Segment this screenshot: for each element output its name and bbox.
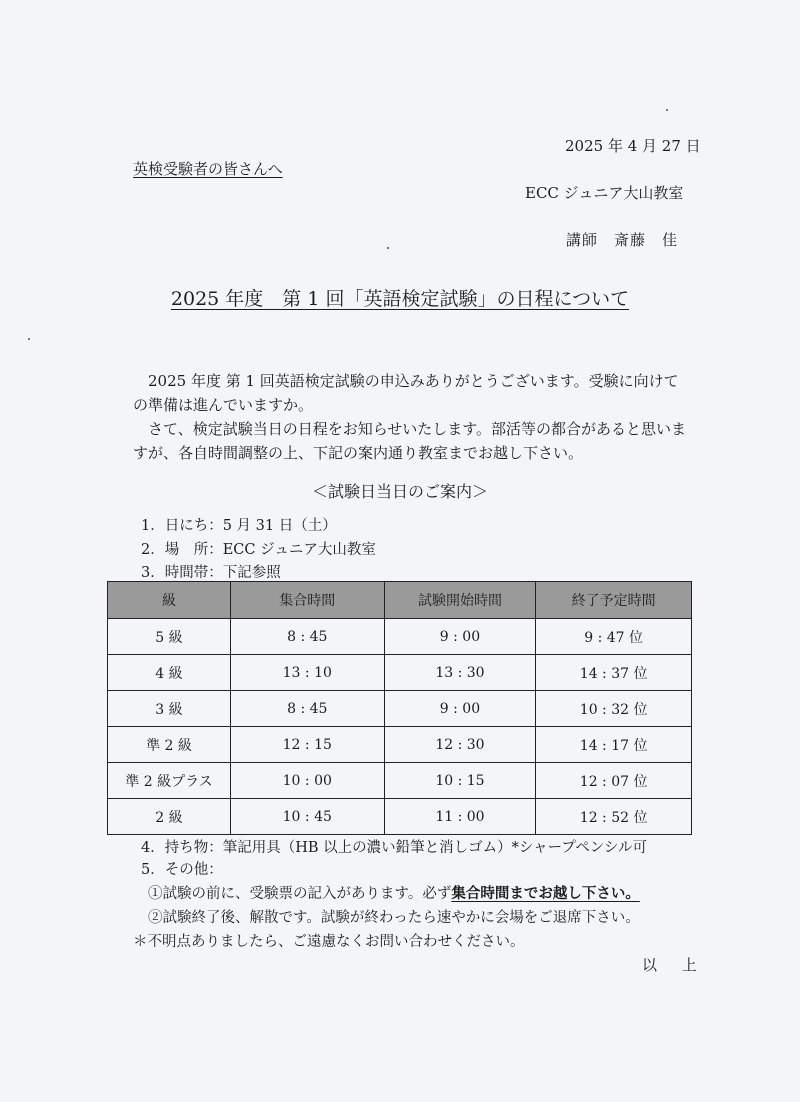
intro-paragraph-1: 2025 年度 第 1 回英語検定試験の申込みありがとうございます。受験に向けての準備は進んでいますか。 [133, 372, 679, 414]
table-row [108, 619, 692, 655]
grade-cell: 準 2 級 [108, 727, 231, 763]
grade-cell: 5 級 [108, 619, 231, 655]
note-arrival [148, 882, 640, 903]
addressee: 英検受験者の皆さんへ [133, 160, 283, 178]
schedule-table [107, 581, 692, 835]
grade-cell: 3 級 [108, 691, 231, 727]
scan-speck [28, 338, 30, 340]
intro-body [133, 369, 693, 465]
teacher-name: 講師 斎藤 佳 [566, 231, 679, 249]
start-time-cell: 10 : 15 [384, 763, 536, 799]
detail-date: 1．日にち：5 月 31 日（土） [141, 518, 337, 534]
closing-mark: 以 上 [642, 956, 707, 974]
document-title-text: 2025 年度 第 1 回「英語検定試験」の日程について [170, 288, 630, 310]
table-header-row [108, 582, 692, 619]
header-end-time: 終了予定時間 [536, 582, 692, 619]
start-time-cell: 13 : 30 [384, 655, 536, 691]
gather-time-cell: 10 : 00 [230, 763, 384, 799]
detail-time: 3．時間帯：下記参照 [141, 565, 281, 581]
gather-time-cell: 8 : 45 [230, 619, 384, 655]
end-time-cell: 12 : 52 位 [536, 799, 692, 835]
note-inquiries: ＊不明点ありましたら、ご遠慮なくお問い合わせください。 [133, 934, 525, 950]
gather-time-cell: 13 : 10 [230, 655, 384, 691]
grade-cell: 4 級 [108, 655, 231, 691]
note-dismissal: ②試験終了後、解散です。試験が終わったら速やかに会場をご退席下さい。 [148, 910, 640, 926]
start-time-cell: 11 : 00 [384, 799, 536, 835]
gather-time-cell: 8 : 45 [230, 691, 384, 727]
item-belongings: 4．持ち物：筆記用具（HB 以上の濃い鉛筆と消しゴム）*シャープペンシル可 [141, 840, 648, 856]
gather-time-cell: 12 : 15 [230, 727, 384, 763]
end-time-cell: 12 : 07 位 [536, 763, 692, 799]
header-start-time: 試験開始時間 [384, 582, 536, 619]
scan-speck [666, 109, 668, 111]
table-row [108, 727, 692, 763]
scan-speck [387, 247, 389, 249]
end-time-cell: 14 : 37 位 [536, 655, 692, 691]
note-arrival-text: ①試験の前に、受験票の記入があります。必ず [148, 886, 452, 902]
gather-time-cell: 10 : 45 [230, 799, 384, 835]
end-time-cell: 9 : 47 位 [536, 619, 692, 655]
start-time-cell: 9 : 00 [384, 691, 536, 727]
document-title [0, 284, 800, 311]
table-row [108, 691, 692, 727]
table-row [108, 763, 692, 799]
item-other: 5．その他： [141, 862, 223, 878]
detail-venue: 2．場 所：ECC ジュニア大山教室 [141, 542, 376, 558]
grade-cell: 2 級 [108, 799, 231, 835]
grade-cell: 準 2 級プラス [108, 763, 231, 799]
table-row [108, 655, 692, 691]
note-arrival-emphasis: 集合時間までお越し下さい。 [451, 885, 640, 902]
end-time-cell: 10 : 32 位 [536, 691, 692, 727]
table-row [108, 799, 692, 835]
start-time-cell: 9 : 00 [384, 619, 536, 655]
end-time-cell: 14 : 17 位 [536, 727, 692, 763]
intro-paragraph-2: さて、検定試験当日の日程をお知らせいたします。部活等の都合があると思いますが、各自時間調整の上、下記の案内通り教室までお越し下さい。 [133, 420, 687, 462]
header-gather-time: 集合時間 [230, 582, 384, 619]
section-subtitle: ＜試験日当日のご案内＞ [311, 482, 488, 501]
issue-date: 2025 年 4 月 27 日 [565, 137, 701, 155]
header-grade: 級 [108, 582, 231, 619]
start-time-cell: 12 : 30 [384, 727, 536, 763]
organization-name: ECC ジュニア大山教室 [525, 184, 684, 202]
